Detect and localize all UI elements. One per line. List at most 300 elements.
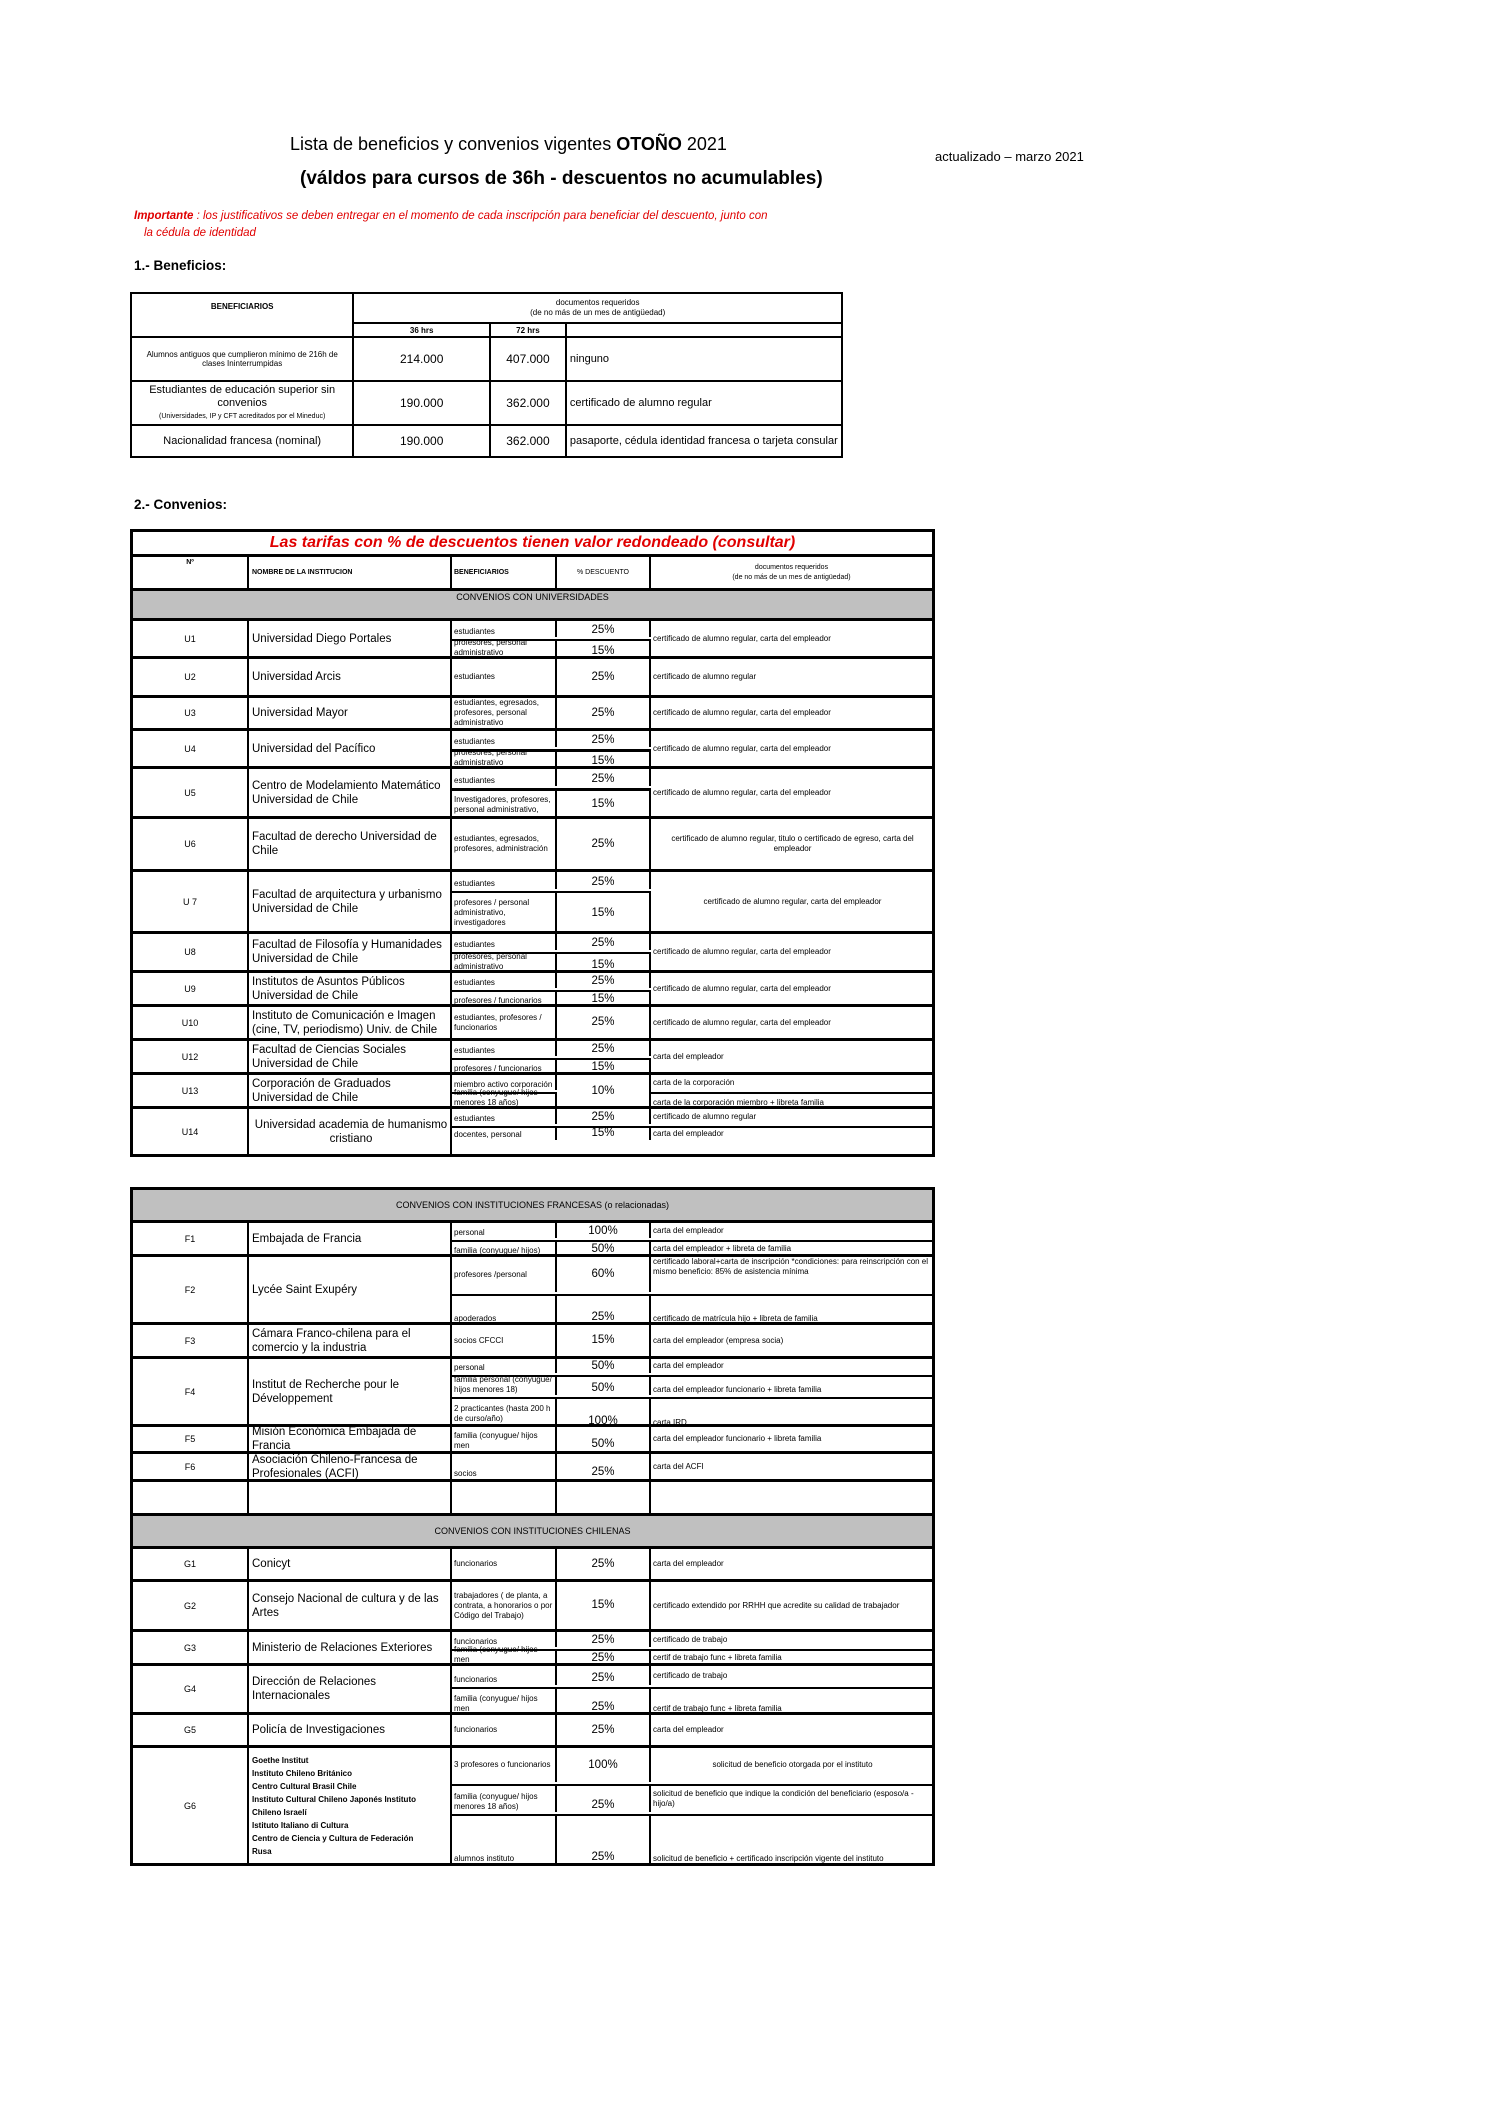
beneficiario xyxy=(131,381,353,425)
documentos: ninguno xyxy=(566,337,842,381)
convenio-row xyxy=(133,1745,932,1863)
descuento: 25% xyxy=(557,1549,651,1579)
convenio-details xyxy=(452,1715,932,1745)
beneficiario: personal xyxy=(452,1359,557,1373)
important-label: Importante xyxy=(134,210,194,222)
documentos: certificado de trabajo xyxy=(653,1670,728,1680)
institucion-name-text: Universidad Diego Portales xyxy=(252,632,392,645)
beneficiario: personal xyxy=(452,1223,557,1238)
descuento: 25% xyxy=(557,698,651,728)
convenio-id: U3 xyxy=(133,698,249,728)
beneficiario: profesores / personal administrativo, investigadores xyxy=(452,893,557,931)
descuento: 25% xyxy=(557,1109,651,1124)
descuento: 25% xyxy=(557,1296,651,1322)
beneficiario: estudiantes xyxy=(452,1109,557,1124)
institucion-name xyxy=(249,1075,452,1106)
documentos: certificado de alumno regular xyxy=(653,1111,757,1121)
descuento: 15% xyxy=(557,992,651,1004)
beneficiario: estudiantes xyxy=(452,934,557,950)
documentos: carta IRD xyxy=(653,1418,687,1424)
institucion-name xyxy=(249,1549,452,1579)
institucion-name xyxy=(249,973,452,1004)
institucion-name xyxy=(249,1582,452,1629)
beneficiario-row xyxy=(452,1294,932,1322)
descuento: 25% xyxy=(557,731,651,747)
institucion-name-text: Centro de Modelamiento Matemático Universidad de Chile xyxy=(252,779,441,806)
updated-date: actualizado – marzo 2021 xyxy=(935,149,1084,164)
title-year: 2021 xyxy=(681,134,727,154)
beneficiario: estudiantes xyxy=(452,621,557,637)
institucion-name xyxy=(249,934,452,970)
institucion-name-text: Embajada de Francia xyxy=(252,1232,362,1245)
beneficio-row xyxy=(131,381,842,425)
convenio-row xyxy=(133,869,932,931)
convenio-row xyxy=(133,1424,932,1451)
institucion-name-text: Universidad Arcis xyxy=(252,671,341,683)
institucion-name xyxy=(249,769,452,816)
beneficiario-row xyxy=(452,1645,932,1663)
rounding-banner: Las tarifas con % de descuentos tienen valor redondeado (consultar) xyxy=(269,534,796,551)
convenio-row xyxy=(133,1663,932,1712)
beneficiario: Nacionalidad francesa (nominal) xyxy=(131,425,353,457)
price-72: 362.000 xyxy=(490,425,566,457)
beneficiario: Investigadores, profesores, personal administrativo, xyxy=(452,791,557,816)
descuento: 50% xyxy=(557,1242,651,1254)
documentos: certificado de alumno regular, titulo o certificado de egreso, carta del empleador xyxy=(651,819,932,869)
convenio-id: G5 xyxy=(133,1715,249,1745)
documentos: carta del empleador (empresa socia) xyxy=(653,1335,784,1345)
beneficios-table xyxy=(130,292,843,458)
convenio-id: F3 xyxy=(133,1325,249,1356)
beneficiario: familia (conyugue/ hijos men xyxy=(452,1689,557,1712)
beneficiario: socios xyxy=(452,1454,557,1479)
beneficiario-row xyxy=(452,1427,932,1451)
descuento: 25% xyxy=(557,1041,651,1056)
descuento: 15% xyxy=(557,1582,651,1629)
price-36: 190.000 xyxy=(353,381,490,425)
descuento: 15% xyxy=(557,791,651,816)
title-season: OTOÑO xyxy=(616,134,682,154)
documentos: certificado de alumno regular, carta del empleador xyxy=(651,698,932,728)
institucion-name-line: Chileno Israelí xyxy=(252,1807,307,1817)
descuento: 25% xyxy=(557,1715,651,1745)
institucion-name xyxy=(249,1715,452,1745)
beneficiario: funcionarios xyxy=(452,1666,557,1685)
important-text-2: la cédula de identidad xyxy=(144,227,256,239)
documentos: solicitud de beneficio + certificado inscripción vigente del instituto xyxy=(653,1854,884,1863)
documentos: certificado de matrícula hijo + libreta de familia xyxy=(653,1314,818,1322)
convenio-details xyxy=(452,659,932,695)
beneficiario: trabajadores ( de planta, a contrata, a honorarios o por Código del Trabajo) xyxy=(452,1582,557,1629)
institucion-name-line: Centro Cultural Brasil Chile xyxy=(252,1781,357,1791)
section-convenios: 2.- Convenios: xyxy=(134,497,228,512)
convenio-id: U12 xyxy=(133,1041,249,1072)
documentos: certificado de alumno regular xyxy=(651,659,932,695)
header-descuento: % DESCUENTO xyxy=(557,557,651,588)
descuento: 25% xyxy=(557,659,651,695)
convenio-id: G3 xyxy=(133,1632,249,1663)
beneficiario: 3 profesores o funcionarios xyxy=(452,1748,557,1782)
descuento: 25% xyxy=(557,1007,651,1038)
institucion-name-text: Conicyt xyxy=(252,1558,291,1570)
beneficiario: familia (conyugue/ hijos menores 18 años) xyxy=(452,1786,557,1812)
convenio-id: F1 xyxy=(133,1223,249,1254)
convenio-details xyxy=(452,1007,932,1038)
convenio-id: G4 xyxy=(133,1666,249,1712)
convenio-details xyxy=(452,1454,932,1479)
header-num: Nº xyxy=(133,557,249,588)
institucion-name xyxy=(249,1359,452,1424)
convenio-details xyxy=(452,698,932,728)
beneficiario: estudiantes xyxy=(452,973,557,988)
convenio-row xyxy=(133,816,932,869)
convenio-id: F5 xyxy=(133,1427,249,1451)
documentos: certificado de alumno regular, carta del empleador xyxy=(651,769,932,816)
convenio-row xyxy=(133,970,932,1004)
documentos: certificado de trabajo xyxy=(653,1634,728,1644)
institucion-name-text: Institut de Recherche pour le Développement xyxy=(252,1378,400,1405)
institucion-name xyxy=(249,872,452,931)
beneficiario: docentes, personal xyxy=(452,1128,557,1140)
beneficiario: profesores /personal xyxy=(452,1257,557,1292)
beneficiario-row xyxy=(452,1359,932,1373)
convenio-row xyxy=(133,1322,932,1356)
convenio-id: U2 xyxy=(133,659,249,695)
convenio-details xyxy=(452,1325,932,1356)
institucion-name-line: Goethe Institut xyxy=(252,1755,309,1765)
beneficiario-note: (Universidades, IP y CFT acreditados por el Mineduc) xyxy=(159,412,326,420)
convenio-details xyxy=(452,769,932,816)
convenio-row xyxy=(133,656,932,695)
descuento: 15% xyxy=(557,893,651,931)
beneficiario-row xyxy=(452,1715,932,1745)
header-documentos-sub: (de no más de un mes de antigüedad) xyxy=(530,308,666,317)
convenio-row xyxy=(133,1712,932,1745)
section-chilenas: CONVENIOS CON INSTITUCIONES CHILENAS xyxy=(133,1513,932,1546)
price-72: 407.000 xyxy=(490,337,566,381)
important-text: : los justificativos se deben entregar en el momento de cada inscripción para beneficiar del descuento, junto con xyxy=(193,210,768,222)
convenio-details xyxy=(452,1582,932,1629)
beneficiario: estudiantes, egresados, profesores, personal administrativo xyxy=(452,698,557,728)
beneficiario: familia (conyugue/ hijos) xyxy=(452,1242,557,1254)
institucion-name-text: Policía de Investigaciones xyxy=(252,1724,385,1736)
convenio-details xyxy=(452,1075,932,1106)
convenio-row xyxy=(133,618,932,656)
table-header xyxy=(133,554,932,588)
convenio-details xyxy=(452,1427,932,1451)
documentos: certif de trabajo func + libreta familia xyxy=(653,1704,782,1712)
convenio-id: F4 xyxy=(133,1359,249,1424)
descuento: 25% xyxy=(557,872,651,889)
institucion-name-text: Universidad academia de humanismo cristiano xyxy=(254,1118,448,1145)
institucion-name-text: Universidad Mayor xyxy=(252,707,348,719)
header-documentos-label: documentos requeridos xyxy=(754,563,829,571)
convenio-details xyxy=(452,1666,932,1712)
institucion-name xyxy=(249,1109,452,1154)
convenio-details xyxy=(452,621,932,656)
institucion-name-line: Centro de Ciencia y Cultura de Federación xyxy=(252,1833,414,1843)
institucion-name-text: Institutos de Asuntos Públicos Universidad de Chile xyxy=(252,975,405,1002)
beneficiario: familia personal (conyugue/ hijos menores 18) xyxy=(452,1377,557,1395)
beneficiario: Alumnos antiguos que cumplieron mínimo de 216h de clases Ininterrumpidas xyxy=(131,337,353,381)
documentos: carta del empleador xyxy=(653,1559,724,1568)
documentos: carta del empleador xyxy=(653,1725,724,1734)
convenio-row xyxy=(133,1629,932,1663)
convenio-details xyxy=(452,872,932,931)
convenio-details xyxy=(452,1041,932,1072)
beneficiario-row xyxy=(452,1784,932,1812)
beneficiario-row xyxy=(452,1549,932,1579)
section-beneficios: 1.- Beneficios: xyxy=(134,258,227,273)
institucion-name xyxy=(249,621,452,656)
descuento: 60% xyxy=(557,1257,651,1292)
documentos: carta del empleador xyxy=(651,1041,932,1072)
beneficiario: familia (conyugue/ hijos men xyxy=(452,1651,557,1663)
convenio-id: U1 xyxy=(133,621,249,656)
instituciones-table xyxy=(130,1187,935,1866)
convenio-row xyxy=(133,1072,932,1106)
convenio-id: F2 xyxy=(133,1257,249,1322)
descuento: 15% xyxy=(557,1325,651,1356)
institucion-name-line: Instituto Cultural Chileno Japonés Instituto xyxy=(252,1794,416,1804)
documentos: carta de la corporación miembro + libreta familia xyxy=(653,1098,824,1106)
descuento: 25% xyxy=(557,1632,651,1647)
convenio-id: U8 xyxy=(133,934,249,970)
institucion-name-text: Facultad de derecho Universidad de Chile xyxy=(252,831,437,857)
section-universidades: CONVENIOS CON UNIVERSIDADES xyxy=(133,588,932,618)
convenio-row xyxy=(133,931,932,970)
descuento: 25% xyxy=(557,934,651,950)
convenio-row xyxy=(133,1220,932,1254)
page-title xyxy=(290,134,727,155)
institucion-name-text: Cámara Franco-chilena para el comercio y la industria xyxy=(252,1327,411,1354)
descuento: 10% xyxy=(557,1075,651,1106)
beneficiario: alumnos instituto xyxy=(452,1816,557,1863)
descuento: 50% xyxy=(557,1427,651,1451)
beneficio-row xyxy=(131,337,842,381)
beneficiario: 2 practicantes (hasta 200 h de curso/año) xyxy=(452,1399,557,1424)
beneficiario: funcionarios xyxy=(452,1549,557,1579)
beneficiario-row xyxy=(452,1126,932,1140)
convenio-row xyxy=(133,1451,932,1479)
header-documentos xyxy=(353,293,842,323)
descuento: 25% xyxy=(557,1689,651,1712)
convenio-row xyxy=(133,1106,932,1154)
institucion-name-text: Ministerio de Relaciones Exteriores xyxy=(252,1641,433,1654)
beneficiario: profesores / funcionarios xyxy=(452,992,557,1004)
beneficiario-row xyxy=(452,1397,932,1424)
beneficiario-row xyxy=(452,1748,932,1782)
institucion-name-text: Facultad de Filosofía y Humanidades Universidad de Chile xyxy=(252,939,442,965)
beneficiario-row xyxy=(452,1454,932,1479)
universidades-table xyxy=(130,529,935,1157)
institucion-name-text: Instituto de Comunicación e Imagen (cine, TV, periodismo) Univ. de Chile xyxy=(252,1009,438,1036)
descuento: 100% xyxy=(557,1223,651,1238)
descuento: 25% xyxy=(557,1816,651,1863)
convenio-details xyxy=(452,973,932,1004)
convenio-row xyxy=(133,695,932,728)
institucion-name xyxy=(249,1454,452,1479)
descuento: 50% xyxy=(557,1377,651,1395)
convenio-row xyxy=(133,1004,932,1038)
institucion-name xyxy=(249,659,452,695)
descuento: 25% xyxy=(557,1651,651,1663)
convenio-id: U 7 xyxy=(133,872,249,931)
institucion-name xyxy=(249,1427,452,1451)
institucion-name xyxy=(249,1325,452,1356)
institucion-name-text: Universidad del Pacífico xyxy=(252,742,376,755)
beneficiario: estudiantes, profesores / funcionarios xyxy=(452,1007,557,1038)
convenio-id: U6 xyxy=(133,819,249,869)
institucion-name xyxy=(249,1041,452,1072)
institucion-name-text: Facultad de arquitectura y urbanismo Universidad de Chile xyxy=(252,888,442,915)
institucion-name xyxy=(249,1257,452,1322)
beneficiario-row xyxy=(452,1687,932,1712)
section-francesas: CONVENIOS CON INSTITUCIONES FRANCESAS (o relacionadas) xyxy=(133,1187,932,1220)
beneficiario: estudiantes xyxy=(452,769,557,786)
descuento: 25% xyxy=(557,621,651,637)
institucion-name xyxy=(249,819,452,869)
convenio-id: G6 xyxy=(133,1748,249,1863)
documentos: certificado de alumno regular, carta del empleador xyxy=(651,872,932,931)
documentos: certificado de alumno regular, carta del empleador xyxy=(651,731,932,766)
beneficiario-row xyxy=(452,1582,932,1629)
documentos: certificado de alumno regular, carta del empleador xyxy=(651,973,932,1004)
beneficiario: estudiantes xyxy=(452,872,557,889)
convenio-row xyxy=(133,728,932,766)
price-36: 190.000 xyxy=(353,425,490,457)
beneficiario-row xyxy=(452,1223,932,1238)
convenio-details xyxy=(452,1549,932,1579)
institucion-name-text: Asociación Chileno-Francesa de Profesionales (ACFI) xyxy=(252,1454,418,1479)
beneficiario-row xyxy=(452,1240,932,1254)
beneficiario-row xyxy=(452,1257,932,1292)
beneficiario: estudiantes xyxy=(452,659,557,695)
descuento: 15% xyxy=(557,954,651,970)
empty-cell xyxy=(249,1482,452,1513)
institucion-name-line: Rusa xyxy=(252,1846,272,1856)
header-beneficiarios: BENEFICIARIOS xyxy=(452,557,557,588)
convenio-row xyxy=(133,766,932,816)
convenio-details xyxy=(452,1109,932,1154)
institucion-name-line: Istituto Italiano di Cultura xyxy=(252,1820,349,1830)
institucion-name-text: Facultad de Ciencias Sociales Universidad de Chile xyxy=(252,1043,407,1070)
institucion-name xyxy=(249,1223,452,1254)
convenio-details xyxy=(452,731,932,766)
convenio-details xyxy=(452,1223,932,1254)
convenio-details xyxy=(452,819,932,869)
header-nombre: NOMBRE DE LA INSTITUCION xyxy=(249,557,452,588)
institucion-name xyxy=(249,1666,452,1712)
documentos: solicitud de beneficio otorgada por el instituto xyxy=(712,1760,873,1769)
institucion-name-text: Misión Económica Embajada de Francia xyxy=(252,1427,417,1451)
beneficiario-row xyxy=(452,1109,932,1124)
documentos: certificado de alumno regular, carta del empleador xyxy=(651,1007,932,1038)
convenio-id: U10 xyxy=(133,1007,249,1038)
documentos: certificado extendido por RRHH que acredite su calidad de trabajador xyxy=(653,1600,900,1610)
institucion-name-text: Corporación de Graduados Universidad de Chile xyxy=(252,1077,391,1104)
descuento: 25% xyxy=(557,819,651,869)
beneficiario-row xyxy=(452,1375,932,1395)
beneficiario: profesores, personal administrativo xyxy=(452,641,557,656)
convenio-id: U5 xyxy=(133,769,249,816)
beneficiario: profesores, personal administrativo xyxy=(452,752,557,766)
institucion-name xyxy=(249,1007,452,1038)
convenio-id: F6 xyxy=(133,1454,249,1479)
header-documentos-label: documentos requeridos xyxy=(555,298,640,307)
beneficiario: profesores, personal administrativo xyxy=(452,954,557,970)
beneficiario-label: Estudiantes de educación superior sin convenios xyxy=(149,383,336,409)
header-documentos-sub: (de no más de un mes de antigüedad) xyxy=(732,573,851,581)
institucion-name-text: Consejo Nacional de cultura y de las Artes xyxy=(252,1592,439,1619)
documentos: certificado de alumno regular, carta del empleador xyxy=(651,934,932,970)
institucion-name-line: Instituto Chileno Británico xyxy=(252,1768,352,1778)
header-empty xyxy=(566,323,842,337)
descuento: 50% xyxy=(557,1359,651,1373)
descuento: 25% xyxy=(557,1666,651,1685)
beneficiario: socios CFCCI xyxy=(452,1325,557,1356)
descuento: 15% xyxy=(557,1128,651,1140)
beneficiario: miembro activo corporación xyxy=(452,1075,557,1090)
descuento: 25% xyxy=(557,1786,651,1812)
convenio-details xyxy=(452,1359,932,1424)
institucion-name-text: Dirección de Relaciones Internacionales xyxy=(252,1676,377,1702)
empty-row xyxy=(133,1479,932,1513)
documentos: certificado laboral+carta de inscripción *condiciones: para reinscripción con el mismo beneficio: 85% de asistencia mínima xyxy=(653,1257,929,1276)
documentos: carta del empleador xyxy=(653,1225,724,1235)
header-72hrs: 72 hrs xyxy=(490,323,566,337)
documentos: pasaporte, cédula identidad francesa o tarjeta consular xyxy=(566,425,842,457)
descuento: 15% xyxy=(557,641,651,656)
institucion-name xyxy=(249,1748,452,1863)
convenio-row xyxy=(133,1254,932,1322)
beneficiario: familia (conyugue/ hijos menores 18 años) xyxy=(452,1094,557,1106)
convenio-id: G2 xyxy=(133,1582,249,1629)
descuento: 100% xyxy=(557,1399,651,1424)
documentos: certificado de alumno regular, carta del empleador xyxy=(651,621,932,656)
descuento: 25% xyxy=(557,769,651,786)
convenio-row xyxy=(133,1038,932,1072)
descuento: 100% xyxy=(557,1748,651,1782)
documentos: carta del ACFI xyxy=(653,1461,704,1471)
price-72: 362.000 xyxy=(490,381,566,425)
descuento: 15% xyxy=(557,752,651,766)
beneficiario: estudiantes, egresados, profesores, administración xyxy=(452,819,557,869)
beneficiario: apoderados xyxy=(452,1296,557,1322)
convenio-details xyxy=(452,1632,932,1663)
convenio-id: U9 xyxy=(133,973,249,1004)
descuento: 25% xyxy=(557,973,651,988)
convenio-row xyxy=(133,1579,932,1629)
documentos: carta del empleador xyxy=(653,1361,724,1370)
documentos: carta del empleador funcionario + libreta familia xyxy=(653,1434,822,1443)
beneficio-row xyxy=(131,425,842,457)
convenio-details xyxy=(452,1257,932,1322)
beneficiario-row xyxy=(452,1666,932,1685)
beneficiario-row xyxy=(452,1325,932,1356)
descuento: 15% xyxy=(557,1060,651,1072)
documentos: carta del empleador funcionario + libreta familia xyxy=(653,1385,822,1394)
beneficiario: profesores / funcionarios xyxy=(452,1060,557,1072)
convenio-id: U14 xyxy=(133,1109,249,1154)
beneficiario: estudiantes xyxy=(452,731,557,747)
beneficiario: estudiantes xyxy=(452,1041,557,1056)
convenio-row xyxy=(133,1546,932,1579)
important-note xyxy=(134,208,834,242)
documentos: certif de trabajo func + libreta familia xyxy=(653,1653,782,1662)
institucion-name xyxy=(249,1632,452,1663)
header-beneficiarios: BENEFICIARIOS xyxy=(131,293,353,337)
